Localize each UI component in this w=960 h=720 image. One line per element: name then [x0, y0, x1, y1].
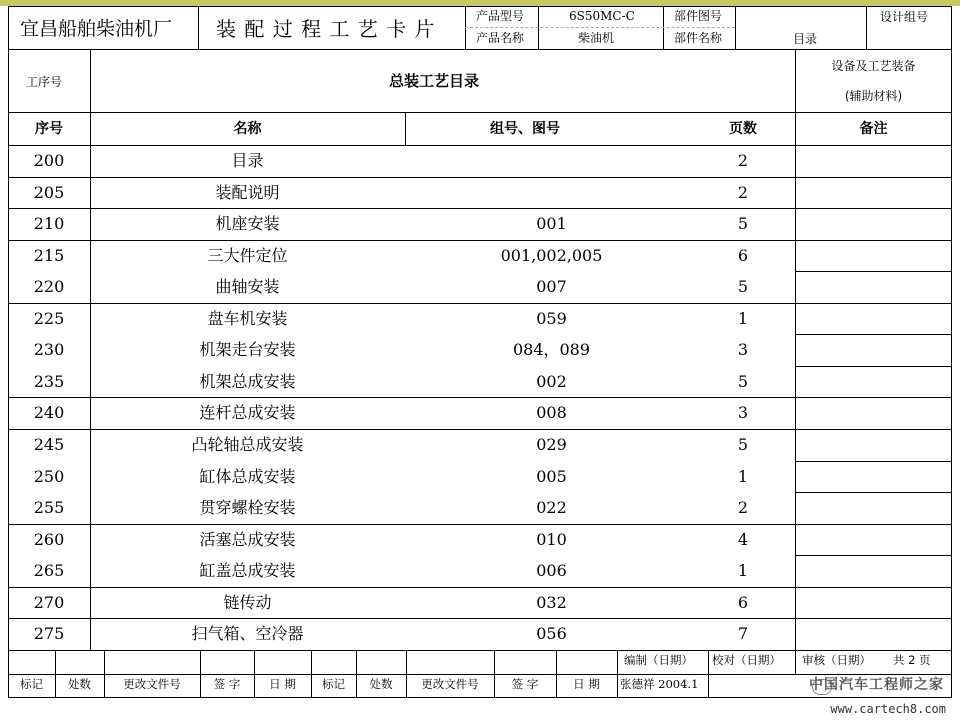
design-group-label: 设计组号	[880, 10, 929, 24]
revision-label: 签 字	[511, 677, 539, 691]
row-drawing: 006	[536, 561, 567, 581]
row-seq: 205	[33, 182, 65, 202]
process-no-label: 工序号	[26, 75, 63, 89]
row-drawing: 029	[536, 435, 567, 455]
revision-label: 处数	[369, 677, 393, 691]
row-seq: 270	[33, 592, 65, 612]
footer-divider	[406, 650, 407, 698]
row-pages: 5	[737, 371, 749, 391]
col-header-drawing: 组号、图号	[490, 121, 560, 137]
row-drawing: 002	[536, 371, 567, 391]
total-pages: 共 2 页	[893, 653, 931, 667]
part-name-value: 目录	[793, 32, 818, 46]
row-name: 缸体总成安装	[199, 466, 296, 486]
row-name: 缸盖总成安装	[199, 561, 296, 581]
row-name: 机架走台安装	[199, 340, 296, 360]
row-name: 目录	[231, 151, 264, 170]
col-divider-remark	[795, 112, 796, 650]
row-separator	[8, 177, 952, 178]
footer-divider	[254, 650, 255, 698]
row-drawing: 059	[536, 308, 567, 328]
row-drawing: 008	[536, 403, 567, 423]
part-drawing-label: 部件图号	[674, 9, 723, 23]
row-pages: 2	[737, 151, 749, 170]
row-drawing: 056	[536, 624, 567, 644]
row-seq: 250	[33, 466, 65, 486]
product-model-value: 6S50MC-C	[569, 9, 635, 23]
row-pages: 6	[737, 245, 749, 265]
product-model-label: 产品型号	[476, 9, 525, 23]
row-name: 机座安装	[215, 214, 280, 234]
row-seq: 265	[33, 561, 65, 581]
row-pages: 1	[737, 308, 749, 328]
row-separator	[8, 587, 952, 588]
product-name-label: 产品名称	[476, 31, 525, 45]
compile-label: 编制（日期）	[624, 653, 693, 667]
row-seq: 210	[33, 214, 65, 234]
row-separator	[795, 492, 952, 493]
row-separator	[8, 240, 952, 241]
divider	[795, 49, 796, 112]
footer-divider	[494, 650, 495, 698]
row-separator	[795, 461, 952, 462]
process-card-sheet	[8, 6, 952, 698]
row-pages: 7	[737, 624, 749, 644]
row-seq: 275	[33, 624, 65, 644]
revision-label: 处数	[68, 677, 91, 691]
row-name: 装配说明	[215, 182, 280, 202]
revision-label: 更改文件号	[421, 677, 479, 691]
row-name: 贯穿螺栓安装	[199, 498, 296, 518]
revision-label: 日 期	[269, 677, 296, 691]
company-name: 宜昌船舶柴油机厂	[20, 18, 173, 40]
footer-divider	[617, 650, 618, 698]
footer-divider	[311, 650, 312, 698]
row-seq: 220	[33, 277, 65, 297]
check-label: 校对（日期）	[712, 653, 781, 667]
divider	[735, 6, 736, 49]
col-header-name: 名称	[233, 121, 262, 137]
col-header-seq: 序号	[35, 121, 63, 137]
row-seq: 255	[33, 498, 65, 518]
col-header-remark: 备注	[859, 121, 888, 137]
footer-divider	[795, 650, 796, 674]
row-pages: 6	[737, 592, 749, 612]
divider	[866, 6, 867, 49]
row-name: 扫气箱、空冷器	[191, 624, 304, 644]
divider	[198, 6, 199, 49]
section-title: 总装工艺目录	[389, 72, 480, 90]
row-pages: 5	[737, 214, 749, 234]
row-drawing: 005	[536, 466, 567, 486]
row-pages: 3	[737, 340, 749, 360]
row-drawing: 007	[536, 277, 567, 297]
row-separator	[795, 366, 952, 367]
row-separator	[795, 271, 952, 272]
row-separator	[795, 334, 952, 335]
row-name: 盘车机安装	[207, 308, 288, 328]
row-name: 凸轮轴总成安装	[191, 435, 304, 455]
row-name: 三大件定位	[207, 245, 288, 265]
divider	[465, 27, 735, 28]
row-separator	[8, 429, 952, 430]
row-pages: 1	[737, 466, 749, 486]
footer-divider	[356, 650, 357, 698]
row-separator	[8, 618, 952, 619]
row-seq: 240	[33, 403, 65, 423]
divider	[90, 49, 91, 112]
section-bottom-line	[8, 112, 952, 113]
footer-divider	[556, 650, 557, 698]
row-seq: 235	[33, 371, 65, 391]
equipment-label: 设备及工艺装备	[831, 59, 916, 73]
footer-divider	[200, 650, 201, 698]
row-pages: 2	[737, 182, 749, 202]
row-name: 链传动	[223, 592, 272, 612]
row-seq: 225	[33, 308, 65, 328]
revision-label: 标记	[322, 677, 345, 691]
revision-label: 更改文件号	[123, 677, 181, 691]
watermark-text: 中国汽车工程师之家	[809, 677, 944, 693]
row-name: 机架总成安装	[199, 371, 296, 391]
row-pages: 4	[737, 529, 749, 549]
product-name-value: 柴油机	[578, 31, 615, 45]
compiler-signature: 张德祥 2004.1	[620, 677, 699, 691]
card-title: 装 配 过 程 工 艺 卡 片	[216, 17, 436, 41]
row-seq: 245	[33, 435, 65, 455]
row-separator	[8, 397, 952, 398]
row-pages: 5	[737, 435, 749, 455]
review-label: 审核（日期）	[802, 653, 871, 667]
watermark-url: www.cartech8.com	[830, 702, 946, 716]
footer-divider	[708, 650, 709, 698]
row-name: 曲轴安装	[215, 277, 280, 297]
revision-label: 日 期	[573, 677, 600, 691]
row-seq: 200	[33, 151, 65, 170]
revision-label: 签 字	[213, 677, 241, 691]
row-separator	[8, 208, 952, 209]
row-pages: 1	[737, 561, 749, 581]
row-pages: 2	[737, 498, 749, 518]
row-pages: 5	[737, 277, 749, 297]
row-name: 连杆总成安装	[199, 403, 296, 423]
footer-divider	[55, 650, 56, 698]
row-drawing: 084，089	[512, 340, 591, 360]
row-pages: 3	[737, 403, 749, 423]
row-seq: 230	[33, 340, 65, 360]
row-separator	[8, 303, 952, 304]
col-header-pages: 页数	[729, 121, 757, 137]
header-bottom-line	[8, 49, 952, 50]
row-drawing: 022	[536, 498, 567, 518]
row-drawing: 001,002,005	[500, 245, 603, 265]
footer-top-line	[8, 650, 952, 651]
row-seq: 215	[33, 245, 65, 265]
row-name: 活塞总成安装	[199, 529, 296, 549]
row-separator	[795, 555, 952, 556]
row-separator	[8, 524, 952, 525]
revision-label: 标记	[20, 677, 43, 691]
part-name-label: 部件名称	[674, 31, 723, 45]
footer-divider	[104, 650, 105, 698]
equipment-sub-label: (辅助材料)	[844, 89, 903, 103]
col-header-bottom-line	[8, 145, 952, 146]
row-drawing: 001	[536, 214, 567, 234]
row-seq: 260	[33, 529, 65, 549]
row-drawing: 032	[536, 592, 567, 612]
row-drawing: 010	[536, 529, 567, 549]
